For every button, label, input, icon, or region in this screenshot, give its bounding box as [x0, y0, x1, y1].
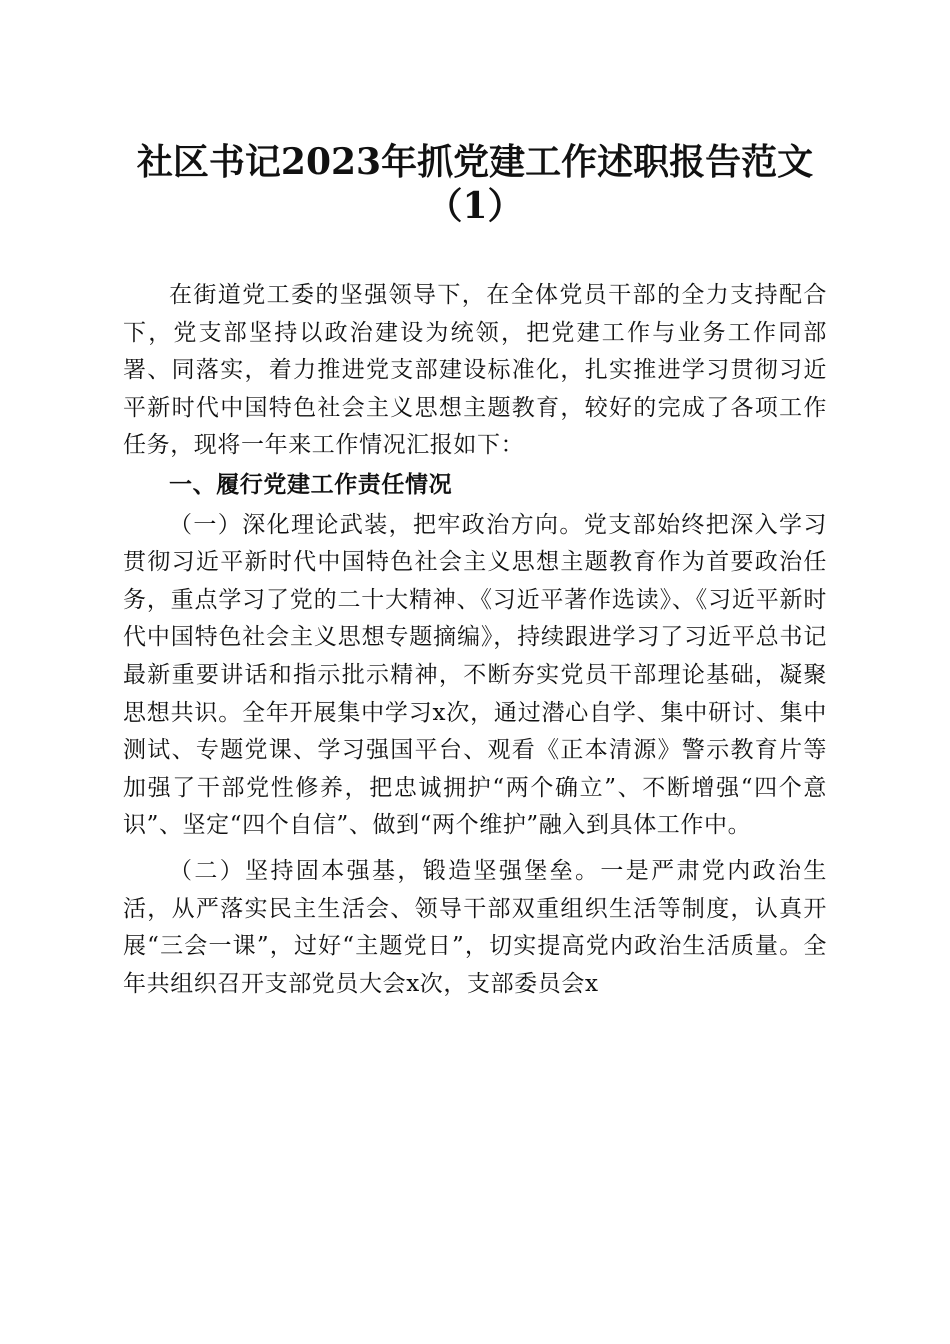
document-title-number: （1）: [426, 185, 524, 227]
section-heading: 一、履行党建工作责任情况: [169, 471, 453, 498]
paragraph-2-lead: （二）坚持固本强基，锻造坚强堡垒。: [169, 857, 601, 884]
paragraph-1-lead: （一）深化理论武装，把牢政治方向。: [169, 511, 584, 538]
paragraph-2-body: 一是严肃党内政治生活，从严落实民主生活会、领导干部双重组织生活等制度，认真开展“三会一课”，过好“主题党日”，切实提高党内政治生活质量。全年共组织召开支部党员大会x次，支部委员会x: [123, 857, 827, 997]
document-body: [123, 277, 827, 1003]
intro-paragraph: 在街道党工委的坚强领导下，在全体党员干部的全力支持配合下，党支部坚持以政治建设为统领，把党建工作与业务工作同部署、同落实，着力推进党支部建设标准化，扎实推进学习贯彻习近平新时代中国特色社会主义思想主题教育，较好的完成了各项工作任务，现将一年来工作情况汇报如下：: [123, 282, 827, 459]
paragraph-2: [123, 853, 827, 1003]
paragraph-1: [123, 507, 827, 845]
paragraph-1-body: 党支部始终把深入学习贯彻习近平新时代中国特色社会主义思想主题教育作为首要政治任务，重点学习了党的二十大精神、《习近平著作选读》、《习近平新时代中国特色社会主义思想专题摘编》，持续跟进学习了习近平总书记最新重要讲话和指示批示精神，不断夯实党员干部理论基础，凝聚思想共识。全年开展集中学习x次，通过潜心自学、集中研讨、集中测试、专题党课、学习强国平台、观看《正本清源》警示教育片等加强了干部党性修养，把忠诚拥护“两个确立”、不断增强“四个意识”、坚定“四个自信”、做到“两个维护”融入到具体工作中。: [123, 511, 828, 839]
document-title: 社区书记2023年抓党建工作述职报告范文: [136, 141, 814, 183]
